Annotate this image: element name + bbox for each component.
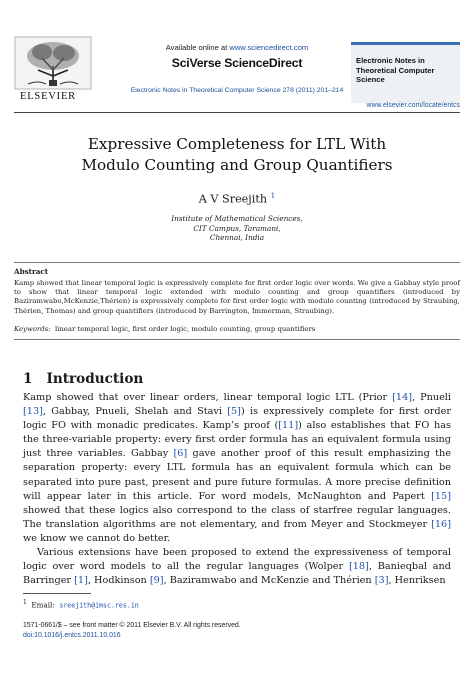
copyright-line: 1571-0661/$ – see front matter © 2011 Elsevier B.V. All rights reserved. bbox=[23, 622, 241, 629]
paragraph-text: we know we cannot do better. bbox=[23, 532, 171, 544]
footnote-mark: 1 bbox=[23, 599, 27, 606]
paper-title bbox=[20, 134, 454, 176]
abstract-top-rule bbox=[14, 262, 460, 263]
affiliation-line: CIT Campus, Taramani, bbox=[193, 223, 281, 233]
journal-citation[interactable]: Electronic Notes in Theoretical Computer Science 278 (2011) 201–214 bbox=[130, 87, 344, 94]
doi-link[interactable]: doi:10.1016/j.entcs.2011.10.016 bbox=[23, 632, 121, 639]
footnote-rule bbox=[23, 593, 91, 594]
abstract-text: Kamp showed that linear temporal logic is expressively complete for first order logic over words. We give a Gabbay style proof to show that linear temporal logic extended with modulo counting and group quantifiers (introduced by Baziramwabo,McKenzie,Thérien) is expressively complete for first order logic with modulo counting (introduced by Straubing, Thérien, Thomas) and group quantifiers (introduced by Barrington, Immerman, Straubing). bbox=[14, 279, 460, 315]
journal-box-line: Science bbox=[356, 75, 385, 85]
citation-link[interactable]: [16] bbox=[431, 518, 451, 530]
title-line: Modulo Counting and Group Quantifiers bbox=[81, 156, 393, 174]
section-number: 1 bbox=[23, 371, 33, 387]
platform-name: SciVerse ScienceDirect bbox=[171, 56, 303, 70]
citation-link[interactable]: [15] bbox=[431, 490, 451, 502]
citation-link[interactable]: [6] bbox=[173, 448, 188, 460]
paragraph-text: gave another proof of this result emphasizing the separation property: every LTL formula has an equivalent formula which can be separated into pure past, present and pure future formulas. A more precise definition will appear later in this article. For word models, McNaughton and Papert bbox=[23, 448, 451, 502]
paragraph-text: , Baziramwabo and McKenzie and Thérien bbox=[163, 575, 375, 587]
paragraph-text: showed that these logics also correspond to the class of starfree regular languages. The translation algorithms are not elementary, and from Meyer and Stockmeyer bbox=[23, 504, 451, 530]
section-heading bbox=[23, 371, 143, 387]
paragraph-text: , Gabbay, Pnueli, Shelah and Stavi bbox=[42, 406, 228, 418]
citation-link[interactable]: [18] bbox=[348, 561, 369, 573]
affiliation-line: Chennai, India bbox=[209, 233, 265, 242]
citation-link[interactable]: [14] bbox=[392, 392, 413, 403]
journal-box-line: Electronic Notes in bbox=[356, 56, 425, 65]
keywords bbox=[14, 325, 460, 333]
affiliation bbox=[20, 214, 454, 243]
header-divider bbox=[14, 112, 460, 113]
abstract-bottom-rule bbox=[14, 339, 460, 340]
available-prefix: Available online at bbox=[165, 43, 230, 52]
keywords-label: Keywords: bbox=[14, 325, 51, 333]
affiliation-line: Institute of Mathematical Sciences, bbox=[171, 214, 303, 223]
paragraph-text: , Henriksen bbox=[388, 575, 446, 587]
keywords-list: linear temporal logic, first order logic, modulo counting, group quantifiers bbox=[54, 325, 316, 333]
footnote-label: Email: bbox=[31, 600, 55, 610]
citation-link[interactable]: [3] bbox=[374, 575, 389, 587]
paragraph-text: Kamp showed that over linear orders, linear temporal logic LTL (Prior bbox=[23, 392, 393, 403]
author-name: A V Sreejith bbox=[198, 192, 268, 206]
journal-url-link[interactable]: www.elsevier.com/locate/entcs bbox=[366, 102, 460, 109]
abstract-heading: Abstract bbox=[14, 267, 49, 276]
citation-link[interactable]: [5] bbox=[227, 406, 241, 418]
intro-paragraph-2 bbox=[23, 546, 451, 588]
paragraph-text: , Hodkinson bbox=[87, 575, 150, 587]
paragraph-text: , Pnueli bbox=[412, 392, 451, 403]
paragraph-text: ) is expressively complete for first order logic FO with monadic predicates. Kamp’s proof ( bbox=[23, 406, 451, 432]
citation-link[interactable]: [11] bbox=[278, 420, 299, 432]
footnote bbox=[23, 599, 139, 609]
author-footnote-mark[interactable]: 1 bbox=[270, 191, 276, 200]
paragraph-text: , Banieqbal and Barringer bbox=[23, 561, 451, 587]
paragraph-text: Various extensions have been proposed to extend the expressiveness of temporal logic over word models to all the regular languages (Wolper bbox=[23, 547, 451, 573]
title-line: Expressive Completeness for LTL With bbox=[87, 135, 387, 153]
author-email-link[interactable]: sreejith@imsc.res.in bbox=[59, 601, 139, 610]
citation-link[interactable]: [13] bbox=[23, 406, 43, 418]
intro-paragraph-1 bbox=[23, 391, 451, 546]
journal-box-line: Theoretical Computer bbox=[356, 65, 435, 75]
journal-box-title bbox=[356, 56, 458, 85]
citation-link[interactable]: [9] bbox=[149, 575, 164, 587]
section-title: Introduction bbox=[46, 371, 144, 387]
paragraph-text: ) also establishes that FO has the three-variable property: every first order formula has an equivalent formula using just three variables. Gabbay bbox=[23, 420, 451, 460]
citation-link[interactable]: [1] bbox=[74, 575, 88, 587]
sciencedirect-link[interactable]: www.sciencedirect.com bbox=[229, 43, 309, 52]
available-online bbox=[152, 43, 322, 52]
author-line bbox=[20, 191, 454, 206]
publisher-wordmark: ELSEVIER bbox=[20, 91, 76, 102]
